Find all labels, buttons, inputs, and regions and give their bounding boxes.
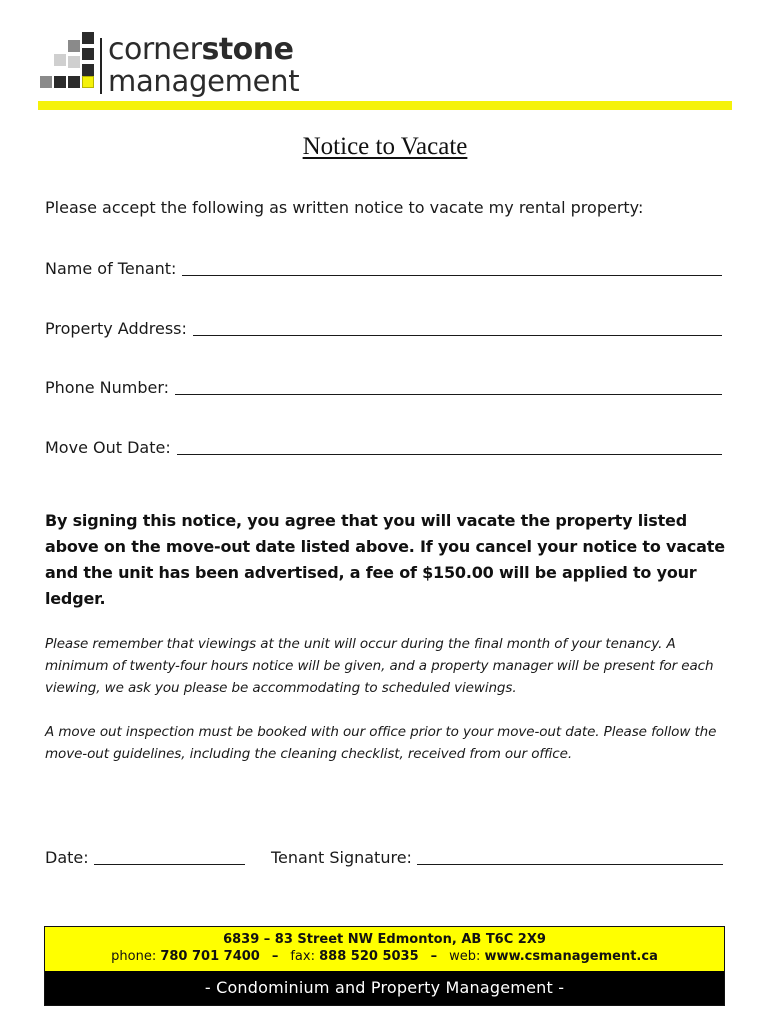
footer-tagline: - Condominium and Property Management - xyxy=(204,978,565,997)
footer-tagline-band xyxy=(45,971,724,1005)
date-label: Date: xyxy=(45,848,89,867)
date-field[interactable] xyxy=(45,843,245,867)
tenant-name-label: Name of Tenant: xyxy=(45,259,177,278)
footer-phone-label: phone: xyxy=(111,949,157,964)
header-accent-bar xyxy=(38,101,732,110)
phone-number-field[interactable] xyxy=(45,373,722,397)
footer-web-label: web: xyxy=(449,949,481,964)
move-out-date-line[interactable] xyxy=(177,435,722,455)
tenant-name-field[interactable] xyxy=(45,254,722,278)
footer-separator: – xyxy=(430,949,438,964)
logo-squares-icon xyxy=(38,32,98,94)
cancellation-notice: By signing this notice, you agree that you will vacate the property listed above on the move-out date listed above. If you cancel your notice to vacate and the unit has been advertised, a fee of $150.00 will be applied to your ledger. xyxy=(45,511,725,608)
property-address-label: Property Address: xyxy=(45,319,187,338)
property-address-line[interactable] xyxy=(193,316,722,336)
intro-text: Please accept the following as written notice to vacate my rental property: xyxy=(45,198,644,217)
move-out-date-label: Move Out Date: xyxy=(45,438,171,457)
footer-separator: – xyxy=(271,949,279,964)
brand-name xyxy=(108,34,293,66)
move-out-date-field[interactable] xyxy=(45,433,722,457)
footer-address: 6839 – 83 Street NW Edmonton, AB T6C 2X9 xyxy=(223,932,546,947)
tenant-signature-label: Tenant Signature: xyxy=(271,848,412,867)
inspection-paragraph: A move out inspection must be booked with our office prior to your move-out date. Please follow the move-out guidelines, including the cleaning checklist, received from our office. xyxy=(45,724,717,762)
brand-name-part1: corner xyxy=(108,32,202,67)
company-logo xyxy=(38,32,338,102)
date-line[interactable] xyxy=(94,845,245,865)
footer-web-link[interactable]: www.csmanagement.ca xyxy=(484,949,658,964)
brand-subname: management xyxy=(108,64,300,98)
footer-phone-value: 780 701 7400 xyxy=(160,949,260,964)
logo-divider xyxy=(100,38,102,94)
footer xyxy=(44,926,725,1006)
viewings-paragraph: Please remember that viewings at the unit will occur during the final month of your tenancy. A minimum of twenty-four hours notice will be given, and a property manager will be present for each viewing, we ask you please be accommodating to scheduled viewings. xyxy=(45,636,714,696)
footer-fax-value: 888 520 5035 xyxy=(319,949,419,964)
document-title: Notice to Vacate xyxy=(302,133,468,160)
phone-number-label: Phone Number: xyxy=(45,378,170,397)
footer-contacts xyxy=(45,949,724,965)
phone-number-line[interactable] xyxy=(175,375,722,395)
property-address-field[interactable] xyxy=(45,314,722,338)
footer-fax-label: fax: xyxy=(290,949,315,964)
tenant-signature-line[interactable] xyxy=(417,845,723,865)
brand-name-part2: stone xyxy=(201,32,294,67)
signature-row xyxy=(45,843,725,867)
footer-contact-band xyxy=(45,927,724,971)
tenant-name-line[interactable] xyxy=(182,256,722,276)
tenant-signature-field[interactable] xyxy=(271,843,723,867)
